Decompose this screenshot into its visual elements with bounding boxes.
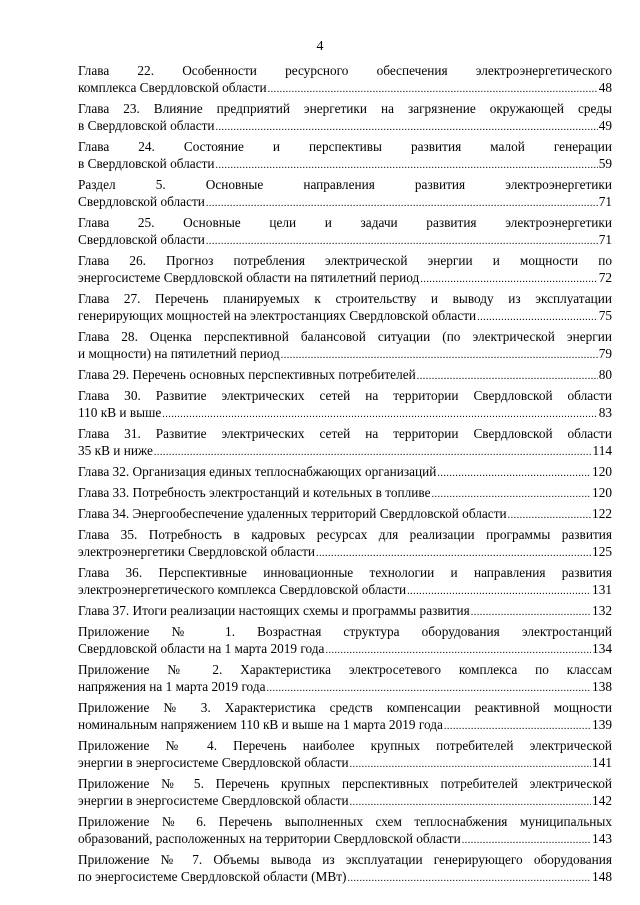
toc-entry[interactable] bbox=[78, 564, 612, 600]
toc-entry[interactable] bbox=[78, 62, 612, 98]
toc-entry[interactable] bbox=[78, 775, 612, 811]
toc-entry[interactable] bbox=[78, 214, 612, 250]
toc-entry-title-line: Приложение № 4. Перечень наиболее крупных потребителей электрической bbox=[78, 738, 612, 753]
toc-entry[interactable] bbox=[78, 252, 612, 288]
toc-entry-leader-line bbox=[78, 404, 612, 423]
dot-leader bbox=[462, 832, 591, 849]
toc-entry-text: Глава 34. Энергообеспечение удаленных территорий Свердловской области bbox=[78, 506, 507, 521]
toc-entry[interactable] bbox=[78, 100, 612, 136]
toc-entry-text: электроэнергетики Свердловской области bbox=[78, 544, 316, 559]
toc-entry[interactable] bbox=[78, 737, 612, 773]
dot-leader bbox=[350, 756, 591, 773]
toc-entry-title-line: Глава 36. Перспективные инновационные технологии и направления развития bbox=[78, 565, 612, 580]
toc-page-number: 83 bbox=[598, 405, 612, 420]
toc-entry[interactable] bbox=[78, 851, 612, 887]
toc-entry-leader-line bbox=[78, 442, 612, 461]
toc-page-number: 139 bbox=[592, 717, 612, 732]
toc-entry-leader-line bbox=[78, 155, 612, 174]
toc-page-number: 71 bbox=[598, 194, 612, 209]
toc-entry-text: напряжения на 1 марта 2019 года bbox=[78, 679, 266, 694]
toc-page-number: 125 bbox=[592, 544, 612, 559]
toc-page-number: 80 bbox=[598, 367, 612, 382]
toc-entry-text: энергии в энергосистеме Свердловской области bbox=[78, 793, 349, 808]
toc-entry-leader-line bbox=[78, 231, 612, 250]
toc-page-number: 122 bbox=[592, 506, 612, 521]
toc-entry[interactable] bbox=[78, 366, 612, 385]
toc-page-number: 114 bbox=[592, 443, 612, 458]
toc-entry-title-line: Глава 25. Основные цели и задачи развития электроэнергетики bbox=[78, 215, 612, 230]
toc-entry-text: Свердловской области bbox=[78, 194, 205, 209]
toc-page-number: 138 bbox=[592, 679, 612, 694]
toc-entry-title-line: Раздел 5. Основные направления развития электроэнергетики bbox=[78, 177, 612, 192]
toc-entry-leader-line bbox=[78, 484, 612, 503]
toc-entry-leader-line bbox=[78, 79, 612, 98]
dot-leader bbox=[206, 233, 598, 250]
dot-leader bbox=[268, 81, 598, 98]
toc-entry-title-line: Глава 26. Прогноз потребления электрической энергии и мощности по bbox=[78, 253, 612, 268]
toc-entry-title-line: Приложение № 5. Перечень крупных перспективных потребителей электрической bbox=[78, 776, 612, 791]
toc-page-number: 131 bbox=[592, 582, 612, 597]
toc-entry-title-line: Приложение № 2. Характеристика электросетевого комплекса по классам bbox=[78, 662, 612, 677]
dot-leader bbox=[471, 604, 591, 621]
toc-entry-leader-line bbox=[78, 754, 612, 773]
toc-entry-title-line: Глава 27. Перечень планируемых к строительству и выводу из эксплуатации bbox=[78, 291, 612, 306]
toc-entry-leader-line bbox=[78, 716, 612, 735]
toc-entry[interactable] bbox=[78, 484, 612, 503]
toc-entry-leader-line bbox=[78, 463, 612, 482]
toc-entry-leader-line bbox=[78, 193, 612, 212]
toc-entry-leader-line bbox=[78, 345, 612, 364]
toc-entry-text: в Свердловской области bbox=[78, 118, 215, 133]
toc-page-number: 132 bbox=[592, 603, 612, 618]
toc-entry-text: по энергосистеме Свердловской области (МВт) bbox=[78, 869, 347, 884]
toc-page-number: 141 bbox=[592, 755, 612, 770]
toc-entry-title-line: Приложение № 7. Объемы вывода из эксплуатации генерирующего оборудования bbox=[78, 852, 612, 867]
toc-entry-text: Глава 37. Итоги реализации настоящих схемы и программы развития bbox=[78, 603, 470, 618]
dot-leader bbox=[325, 642, 591, 659]
toc-entry-title-line: Приложение № 3. Характеристика средств компенсации реактивной мощности bbox=[78, 700, 612, 715]
toc-page-number: 134 bbox=[592, 641, 612, 656]
toc-entry[interactable] bbox=[78, 661, 612, 697]
toc-entry-leader-line bbox=[78, 269, 612, 288]
toc-entry-leader-line bbox=[78, 640, 612, 659]
toc-entry-leader-line bbox=[78, 830, 612, 849]
toc-entry[interactable] bbox=[78, 505, 612, 524]
toc-entry-title-line: Приложение № 1. Возрастная структура оборудования электростанций bbox=[78, 624, 612, 639]
toc-entry-leader-line bbox=[78, 602, 612, 621]
toc-entry-text: в Свердловской области bbox=[78, 156, 215, 171]
toc-entry-title-line: Глава 28. Оценка перспективной балансовой ситуации (по электрической энергии bbox=[78, 329, 612, 344]
toc-page-number: 148 bbox=[592, 869, 612, 884]
table-of-contents bbox=[78, 62, 612, 889]
toc-entry-text: 35 кВ и ниже bbox=[78, 443, 153, 458]
dot-leader bbox=[420, 271, 597, 288]
toc-entry-title-line: Глава 24. Состояние и перспективы развития малой генерации bbox=[78, 139, 612, 154]
toc-entry[interactable] bbox=[78, 138, 612, 174]
toc-entry-leader-line bbox=[78, 868, 612, 887]
toc-entry-text: электроэнергетического комплекса Свердловской области bbox=[78, 582, 407, 597]
toc-entry-leader-line bbox=[78, 792, 612, 811]
dot-leader bbox=[508, 507, 591, 524]
dot-leader bbox=[162, 406, 597, 423]
toc-entry-title-line: Глава 23. Влияние предприятий энергетики на загрязнение окружающей среды bbox=[78, 101, 612, 116]
dot-leader bbox=[444, 718, 591, 735]
toc-entry-leader-line bbox=[78, 678, 612, 697]
toc-entry-text: Глава 33. Потребность электростанций и котельных в топливе bbox=[78, 485, 431, 500]
toc-entry-text: Глава 29. Перечень основных перспективных потребителей bbox=[78, 367, 416, 382]
toc-entry-leader-line bbox=[78, 543, 612, 562]
toc-entry-title-line: Приложение № 6. Перечень выполненных схем теплоснабжения муниципальных bbox=[78, 814, 612, 829]
toc-entry-text: номинальным напряжением 110 кВ и выше на 1 марта 2019 года bbox=[78, 717, 443, 732]
dot-leader bbox=[407, 583, 591, 600]
dot-leader bbox=[350, 794, 591, 811]
dot-leader bbox=[154, 444, 592, 461]
toc-entry[interactable] bbox=[78, 387, 612, 423]
toc-entry[interactable] bbox=[78, 425, 612, 461]
toc-entry-leader-line bbox=[78, 505, 612, 524]
dot-leader bbox=[281, 347, 598, 364]
toc-entry[interactable] bbox=[78, 602, 612, 621]
dot-leader bbox=[267, 680, 592, 697]
toc-entry-text: генерирующих мощностей на электростанциях Свердловской области bbox=[78, 308, 477, 323]
toc-entry-text: 110 кВ и выше bbox=[78, 405, 162, 420]
toc-page-number: 143 bbox=[592, 831, 612, 846]
toc-entry-title-line: Глава 22. Особенности ресурсного обеспечения электроэнергетического bbox=[78, 63, 612, 78]
toc-entry[interactable] bbox=[78, 623, 612, 659]
toc-entry[interactable] bbox=[78, 699, 612, 735]
toc-entry-title-line: Глава 30. Развитие электрических сетей на территории Свердловской области bbox=[78, 388, 612, 403]
toc-page-number: 79 bbox=[598, 346, 612, 361]
dot-leader bbox=[206, 195, 598, 212]
dot-leader bbox=[347, 870, 591, 887]
toc-entry-title-line: Глава 35. Потребность в кадровых ресурсах для реализации программы развития bbox=[78, 527, 612, 542]
toc-entry-text: комплекса Свердловской области bbox=[78, 80, 267, 95]
toc-page-number: 142 bbox=[592, 793, 612, 808]
toc-page-number: 48 bbox=[598, 80, 612, 95]
toc-entry[interactable] bbox=[78, 463, 612, 482]
dot-leader bbox=[437, 465, 591, 482]
toc-entry[interactable] bbox=[78, 328, 612, 364]
toc-entry-text: энергии в энергосистеме Свердловской области bbox=[78, 755, 349, 770]
toc-entry[interactable] bbox=[78, 290, 612, 326]
dot-leader bbox=[216, 119, 598, 136]
toc-page-number: 75 bbox=[598, 308, 612, 323]
toc-entry[interactable] bbox=[78, 526, 612, 562]
toc-entry-title-line: Глава 31. Развитие электрических сетей на территории Свердловской области bbox=[78, 426, 612, 441]
toc-entry-text: и мощности) на пятилетний период bbox=[78, 346, 280, 361]
toc-entry-text: энергосистеме Свердловской области на пятилетний период bbox=[78, 270, 420, 285]
toc-entry-text: Свердловской области на 1 марта 2019 года bbox=[78, 641, 325, 656]
toc-page-number: 72 bbox=[598, 270, 612, 285]
toc-page-number: 71 bbox=[598, 232, 612, 247]
toc-page-number: 120 bbox=[592, 464, 612, 479]
toc-entry-leader-line bbox=[78, 307, 612, 326]
toc-entry-text: Глава 32. Организация единых теплоснабжающих организаций bbox=[78, 464, 437, 479]
page-number: 4 bbox=[316, 39, 324, 54]
dot-leader bbox=[417, 368, 598, 385]
dot-leader bbox=[432, 486, 592, 503]
toc-page-number: 49 bbox=[598, 118, 612, 133]
dot-leader bbox=[316, 545, 591, 562]
toc-page-number: 59 bbox=[598, 156, 612, 171]
toc-entry-text: Свердловской области bbox=[78, 232, 205, 247]
dot-leader bbox=[216, 157, 598, 174]
toc-entry-leader-line bbox=[78, 117, 612, 136]
toc-entry[interactable] bbox=[78, 813, 612, 849]
toc-entry-leader-line bbox=[78, 581, 612, 600]
toc-page-number: 120 bbox=[592, 485, 612, 500]
toc-entry-text: образований, расположенных на территории Свердловской области bbox=[78, 831, 461, 846]
dot-leader bbox=[477, 309, 598, 326]
toc-entry[interactable] bbox=[78, 176, 612, 212]
toc-entry-leader-line bbox=[78, 366, 612, 385]
